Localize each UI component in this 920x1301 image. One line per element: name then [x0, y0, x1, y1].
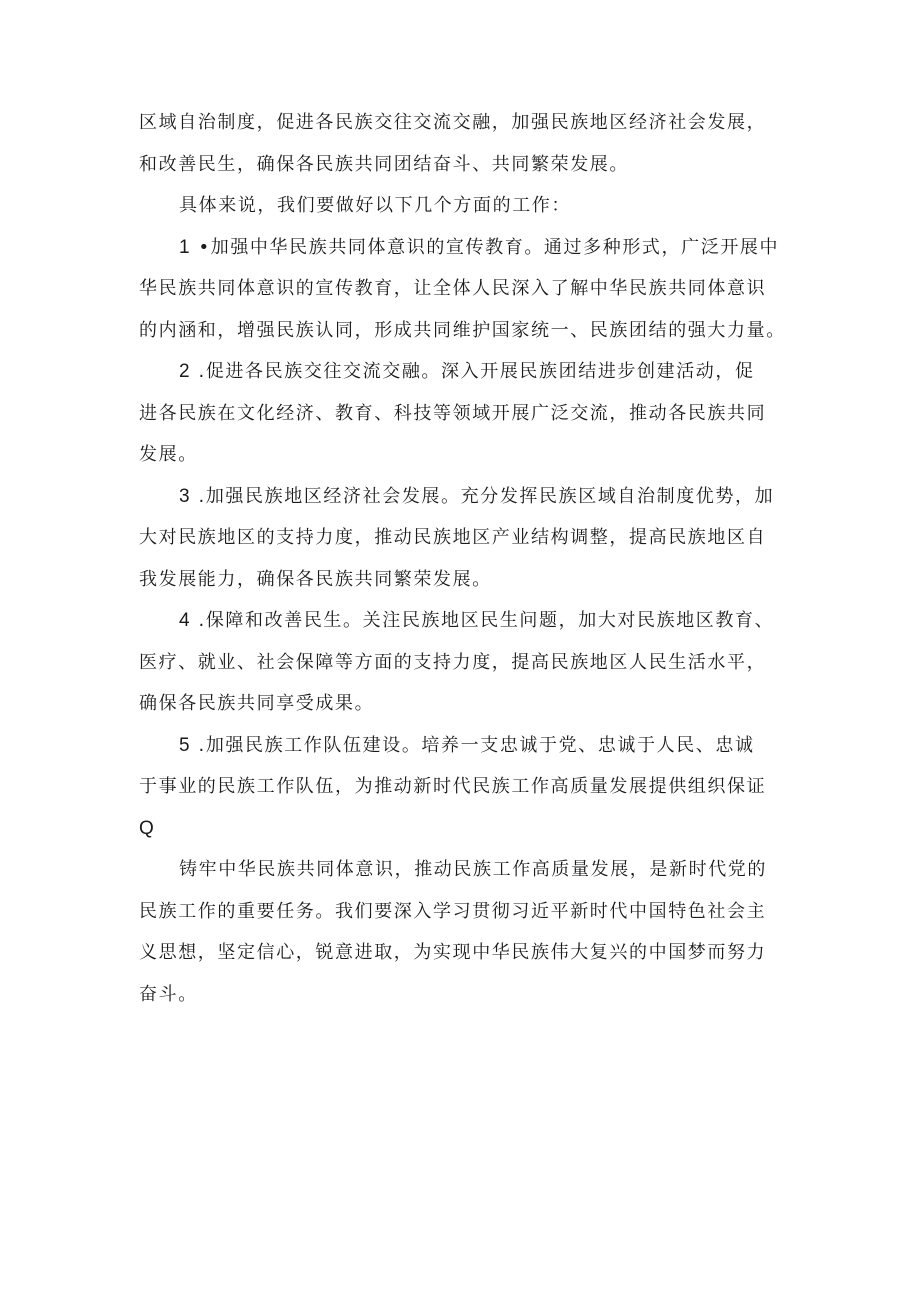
text-line: 于事业的民族工作队伍，为推动新时代民族工作高质量发展提供组织保证: [139, 776, 767, 797]
text-line: 我发展能力，确保各民族共同繁荣发展。: [139, 568, 492, 590]
list-item-2: [139, 351, 794, 476]
text-line: 医疗、就业、社会保障等方面的支持力度，提高民族地区人民生活水平，: [139, 651, 767, 673]
list-item-5: [139, 725, 794, 850]
text-line: Q: [139, 817, 156, 839]
text-line: [139, 600, 794, 642]
text-line: [139, 476, 794, 518]
text-line: 和改善民生，确保各民族共同团结奋斗、共同繁荣发展。: [139, 153, 629, 175]
text-line: 奋斗。: [139, 983, 198, 1005]
paragraph-conclusion: [139, 849, 794, 1015]
list-item-text: .促进各民族交往交流交融。深入开展民族团结进步创建活动，促: [191, 361, 755, 382]
list-item-text: .加强民族工作队伍建设。培养一支忠诚于党、忠诚于人民、忠诚: [191, 734, 755, 756]
text-line: 区域自治制度，促进各民族交往交流交融，加强民族地区经济社会发展，: [139, 112, 767, 133]
list-item-3: [139, 476, 794, 601]
list-item-number: 3: [179, 485, 192, 507]
text-line: 的内涵和，增强民族认同，形成共同维护国家统一、民族团结的强大力量。: [139, 319, 786, 341]
text-line: 发展。: [139, 444, 198, 465]
text-line: 确保各民族共同享受成果。: [139, 693, 375, 714]
list-item-number: 1: [179, 236, 192, 258]
text-line: 民族工作的重要任务。我们要深入学习贯彻习近平新时代中国特色社会主: [139, 900, 767, 922]
list-item-text: .加强民族地区经济社会发展。充分发挥民族区域自治制度优势，加: [191, 485, 775, 507]
text-line: 铸牢中华民族共同体意识，推动民族工作高质量发展，是新时代党的: [179, 859, 767, 880]
list-item-text: .保障和改善民生。关注民族地区民生问题，加大对民族地区教育、: [191, 610, 775, 631]
list-item-text: •加强中华民族共同体意识的宣传教育。通过多种形式，广泛开展中: [198, 236, 780, 258]
text-line: 具体来说，我们要做好以下几个方面的工作：: [179, 195, 571, 216]
list-item-number: 2: [179, 361, 192, 382]
text-line: [139, 351, 794, 393]
paragraph-specifics-lead: [139, 185, 794, 227]
list-item-4: [139, 600, 794, 725]
text-line: 义思想，坚定信心，锐意进取，为实现中华民族伟大复兴的中国梦而努力: [139, 942, 767, 963]
text-line: 华民族共同体意识的宣传教育，让全体人民深入了解中华民族共同体意识: [139, 278, 767, 299]
list-item-1: [139, 227, 794, 352]
text-line: [139, 725, 794, 767]
list-item-number: 5: [179, 734, 192, 756]
document-body: [139, 102, 794, 1015]
list-item-number: 4: [179, 610, 192, 631]
text-line: 进各民族在文化经济、教育、科技等领域开展广泛交流，推动各民族共同: [139, 402, 767, 424]
paragraph-intro-continuation: [139, 102, 794, 185]
text-line: [139, 227, 794, 269]
text-line: 大对民族地区的支持力度，推动民族地区产业结构调整，提高民族地区自: [139, 527, 767, 548]
